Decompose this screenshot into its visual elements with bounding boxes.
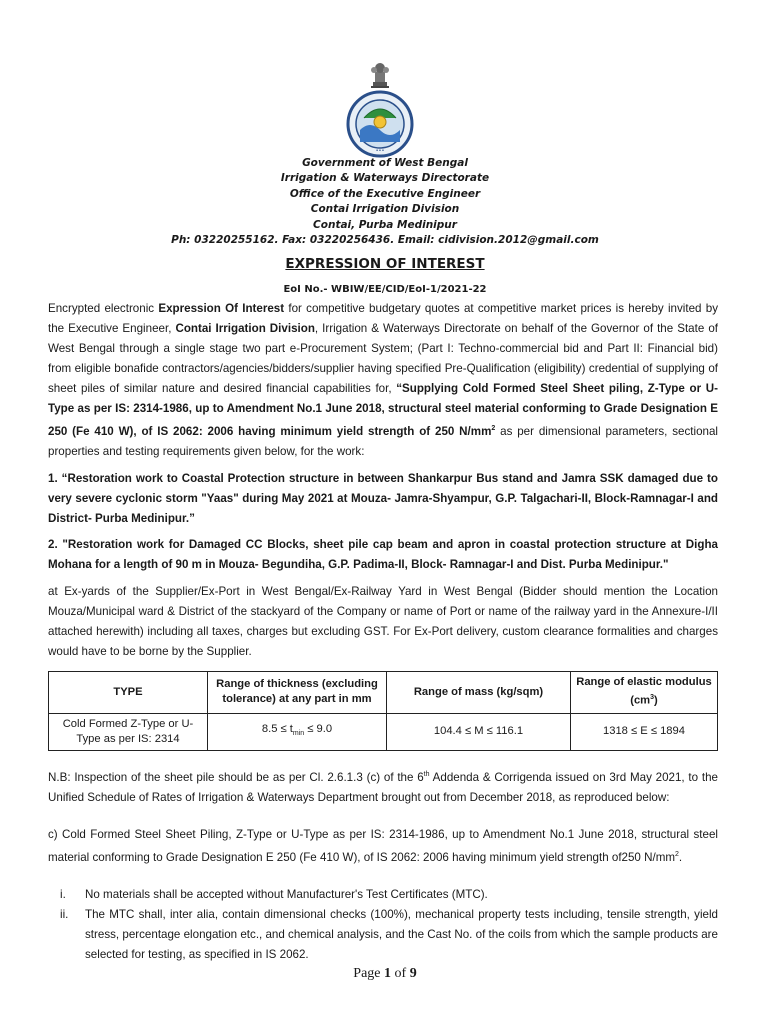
cell-type: Cold Formed Z-Type or U-Type as per IS: 2314 [49,713,208,751]
work-item-1: 1. “Restoration work to Coastal Protection structure in between Shankarpur Bus stand and Jamra SSK damaged due to very severe cyclonic storm "Yaas" during May 2021 at Mouza- Jamra-Shyampur, G.P. Talgachari-II, Block-Ramnagar-I and District- Purba Medinipur.” [48,472,718,525]
document-title: EXPRESSION OF INTEREST [285,256,485,272]
nb-paragraph: N.B: Inspection of the sheet pile should be as per Cl. 2.6.1.3 (c) of the 6th Addenda & Corrigenda issued on 3rd May 2021, to the Unified Schedule of Rates of Irrigation & Waterways Department brought out from December 2018, as reproduced below: [48,770,718,804]
col-thickness: Range of thickness (excluding tolerance) at any part in mm [208,672,387,714]
col-mass: Range of mass (kg/sqm) [387,672,571,714]
letterhead-logos [330,60,430,160]
national-emblem-icon [365,60,395,88]
header-office: Office of the Executive Engineer [289,187,481,200]
col-elastic-modulus: Range of elastic modulus $(cm^3)$ [571,672,718,714]
header-government: Government of West Bengal [302,157,468,169]
table-row [49,713,718,751]
list-item: ii. The MTC shall, inter alia, contain dimensional checks (100%), mechanical property tests including, tensile strength, yield stress, percentage elongation etc., and chemical analysis, and the Cast No. of the coils from which the sample products are selected for testing, as specified in IS 2062. [60,908,718,961]
cell-elastic-modulus: 1318 ≤ E ≤ 1894 [571,713,718,751]
cell-thickness: $8.5 \le t_{min} \le 9.0$ [208,713,387,751]
header-directorate: Irrigation & Waterways Directorate [280,172,490,185]
clause-c-paragraph: c) Cold Formed Steel Sheet Piling, Z-Type or U-Type as per IS: 2314-1986, up to Amendment No.1 June 2018, structural steel material conforming to Grade Designation E 250 (Fe 410 W), of IS 2062: 2006 having minimum yield strength of250 $N/mm^2$. [48,828,718,864]
department-seal-icon [346,90,414,158]
list-item: i. No materials shall be accepted without Manufacturer's Test Certificates (MTC). [60,888,488,901]
col-type: TYPE [49,672,208,714]
letterhead [0,156,770,248]
requirements-list [48,885,718,965]
page-number: Page 1 of 9 [353,966,417,981]
header-contact: Ph: 03220255162. Fax: 03220256436. Email: cidivision.2012@gmail.com [171,234,599,247]
intro-paragraph: Encrypted electronic Expression Of Interest for competitive budgetary quotes at competitive market prices is hereby invited by the Executive Engineer, Contai Irrigation Division, Irrigation & Waterways Directorate on behalf of the Governor of the State of West Bengal through a single stage two part e-Procurement System; (Part I: Techno-commercial bid and Part II: Financial bid) from eligible bonafide contractors/agencies/bidders/supplier having specified Pre-Qualification (eligibility) credential of supplying of sheet piles of similar nature and desired financial capabilities for, “Supplying Cold Formed Steel Sheet piling, Z-Type or U-Type as per IS: 2314-1986, up to Amendment No.1 June 2018, structural steel material conforming to Grade Designation E 250 (Fe 410 W), of IS 2062: 2006 having minimum yield strength of 250 $N/mm^2$ as per dimensional parameters, sectional properties and testing requirements given below, for the work: [48,302,719,458]
table-header-row [49,672,718,714]
svg-text:•••: ••• [375,148,385,154]
work-item-2: 2. "Restoration work for Damaged CC Blocks, sheet pile cap beam and apron in coastal protection structure at Digha Mohana for a length of 90 m in Mouza- Begundiha, G.P. Padima-II, Block- Ramnagar-I and Dist. Purba Medinipur." [48,538,718,571]
cell-mass: 104.4 ≤ M ≤ 116.1 [387,713,571,751]
header-division: Contai Irrigation Division [310,203,460,216]
header-address: Contai, Purba Medinipur [313,218,457,231]
ex-yard-paragraph: at Ex-yards of the Supplier/Ex-Port in West Bengal/Ex-Railway Yard in West Bengal (Bidder should mention the Location Mouza/Municipal ward & District of the stackyard of the Company or name of Port or name of the railway yard in the Annexure-I/II attached herewith) including all taxes, charges but excluding GST. For Ex-Port delivery, custom clearance formalities and charges would have to be borne by the Supplier. [48,585,718,658]
specification-table [48,671,718,751]
eoi-number: EoI No.- WBIW/EE/CID/EoI-1/2021-22 [283,284,487,295]
